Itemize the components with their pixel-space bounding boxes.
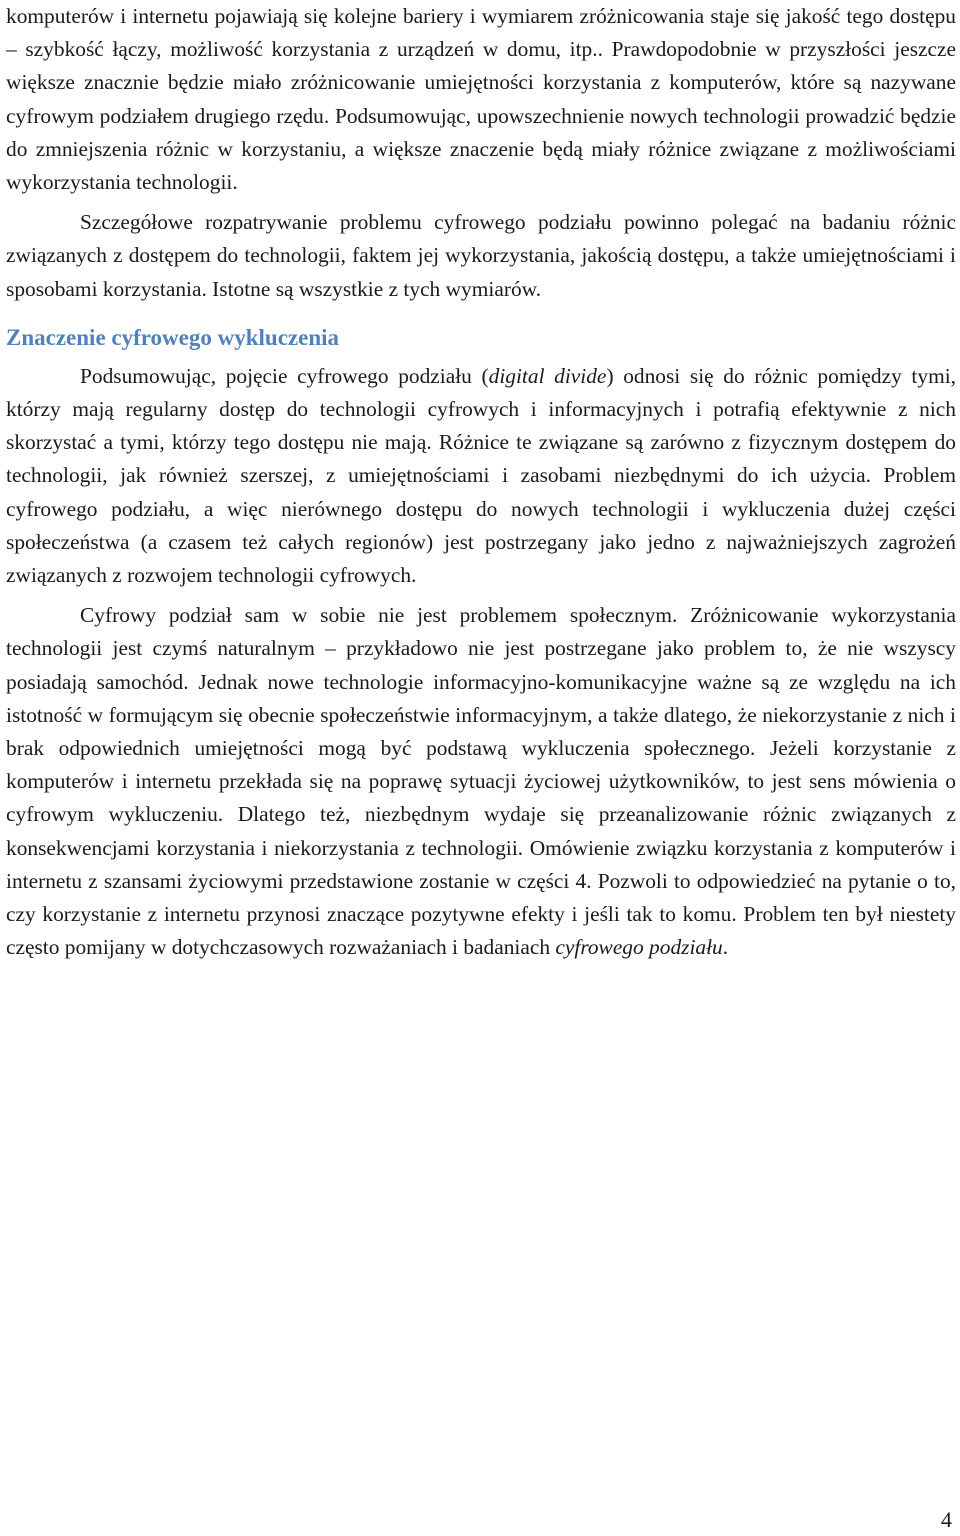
section-heading: Znaczenie cyfrowego wykluczenia <box>6 324 340 350</box>
paragraph-detailed-analysis: Szczegółowe rozpatrywanie problemu cyfrowego podziału powinno polegać na badaniu różnic związanych z dostępem do technologii, faktem jej wykorzystania, jakością dostępu, a także umiejętnościami i sposobami korzystania. Istotne są wszystkie z tych wymiarów. <box>6 210 956 301</box>
paragraph-social-problem <box>6 599 956 964</box>
text-run: ) odnosi się do różnic pomiędzy tymi, którzy mają regularny dostęp do technologii cyfrowych i informacyjnych i potrafią efektywnie z nich skorzystać a tymi, którzy tego dostępu nie mają. Różnice te związane są zarówno z fizycznym dostępem do technologii, jak również szerszej, z umiejętnościami i zasobami niezbędnymi do ich użycia. Problem cyfrowego podziału, a więc nierównego dostępu do nowych technologii i wykluczenia dużej części społeczeństwa (a czasem też całych regionów) jest postrzegany jako jedno z najważniejszych zagrożeń związanych z rozwojem technologii cyfrowych. <box>6 363 956 588</box>
page-number: 4 <box>941 1507 952 1532</box>
italic-term: digital divide <box>488 363 607 388</box>
italic-term: cyfrowego podziału <box>555 935 723 960</box>
paragraph-digital-divide-definition <box>6 360 956 592</box>
paragraph-continuation: komputerów i internetu pojawiają się kolejne bariery i wymiarem zróżnicowania staje się jakość tego dostępu – szybkość łączy, możliwość korzystania z urządzeń w domu, itp.. Prawdopodobnie w przyszłości jeszcze większe znacznie będzie miało zróżnicowanie umiejętności korzystania z komputerów, które są nazywane cyfrowym podziałem drugiego rzędu. Podsumowując, upowszechnienie nowych technologii prowadzić będzie do zmniejszenia różnic w korzystaniu, a większe znaczenie będą miały różnice związane z możliwościami wykorzystania technologii. <box>6 4 956 195</box>
text-run: . <box>722 935 729 960</box>
document-page <box>6 0 956 964</box>
text-run: Podsumowując, pojęcie cyfrowego podziału ( <box>80 363 489 388</box>
text-run: Cyfrowy podział sam w sobie nie jest problemem społecznym. Zróżnicowanie wykorzystania technologii jest czymś naturalnym – przykładowo nie jest postrzegane jako problem to, że nie wszyscy posiadają samochód. Jednak nowe technologie informacyjno-komunikacyjne ważne są ze względu na ich istotność w formującym się obecnie społeczeństwie informacyjnym, a także dlatego, że niekorzystanie z nich i brak odpowiednich umiejętności mogą być podstawą wykluczenia społecznego. Jeżeli korzystanie z komputerów i internetu przekłada się na poprawę sytuacji życiowej użytkowników, to jest sens mówienia o cyfrowym wykluczeniu. Dlatego też, niezbędnym wydaje się przeanalizowanie różnic związanych z konsekwencjami korzystania i niekorzystania z technologii. Omówienie związku korzystania z komputerów i internetu z szansami życiowymi przedstawione zostanie w części 4. Pozwoli to odpowiedzieć na pytanie o to, czy korzystanie z internetu przynosi znaczące pozytywne efekty i jeśli tak to komu. Problem ten był niestety często pomijany w dotychczasowych rozważaniach i badaniach <box>6 603 956 960</box>
